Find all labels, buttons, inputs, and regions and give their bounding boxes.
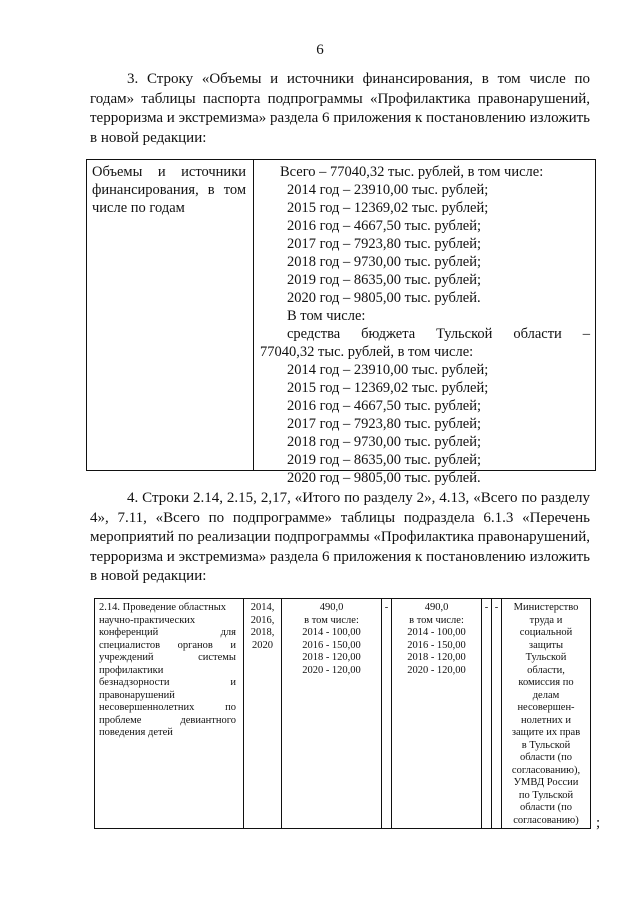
activity-line: безнадзорности и <box>99 677 236 688</box>
executor-line: делам <box>532 689 560 701</box>
activity-line: конференций для <box>99 627 236 638</box>
activity-line: правонарушений <box>99 689 175 701</box>
budget-year-line: 2017 год – 7923,80 тыс. рублей; <box>287 416 482 432</box>
budget-year-line: 2019 год – 8635,00 тыс. рублей; <box>287 452 482 468</box>
financing-year-line: 2017 год – 7923,80 тыс. рублей; <box>287 236 482 252</box>
funding-line: 490,0 <box>319 602 344 613</box>
table-column-divider <box>481 599 482 828</box>
executor-line: согласованию) <box>513 814 579 826</box>
activity-line: профилактики <box>99 664 164 676</box>
executor-line: нолетних и <box>521 714 571 726</box>
activity-line: поведения детей <box>99 727 173 738</box>
funding-line: 2020 - 120,00 <box>302 664 361 676</box>
executor-line: в Тульской <box>521 739 571 751</box>
local-funding-cell: - <box>484 602 489 613</box>
executor-line: комиссия по <box>518 677 574 688</box>
budget-source-total: 77040,32 тыс. рублей, в том числе: <box>260 344 474 360</box>
funding-line: 2018 - 120,00 <box>302 652 361 663</box>
table-column-divider <box>491 599 492 828</box>
funding-line: 2018 - 120,00 <box>407 652 466 663</box>
activity-line: несовершеннолетних по <box>99 702 236 713</box>
activity-line: проблеме девиантного <box>99 714 236 726</box>
table-column-divider <box>381 599 382 828</box>
executor-line: области, <box>527 664 565 676</box>
executor-line: защите их прав <box>511 727 581 738</box>
funding-line: 490,0 <box>424 602 449 613</box>
federal-funding-cell: - <box>384 602 389 613</box>
trailing-semicolon: ; <box>596 815 601 831</box>
financing-table <box>86 159 596 486</box>
paragraph-item-3: 3. Строку «Объемы и источники финансирования, в том числе по годам» таблицы паспорта подпрограммы «Профилактика правонарушений, терроризма и экстремизма» раздела 6 приложения к постановлению изложить в новой редакции: <box>90 71 590 146</box>
financing-year-line: 2015 год – 12369,02 тыс. рублей; <box>287 200 489 216</box>
executor-line: Министерство <box>513 602 579 613</box>
activities-table <box>94 598 591 829</box>
executor-line: несовершен- <box>517 702 575 713</box>
page-number: 6 <box>316 42 324 58</box>
budget-year-line: 2018 год – 9730,00 тыс. рублей; <box>287 434 482 450</box>
financing-in-that: В том числе: <box>287 308 366 324</box>
executor-line: социальной <box>519 627 573 638</box>
funding-line: 2016 - 150,00 <box>407 639 466 651</box>
budget-year-line: 2016 год – 4667,50 тыс. рублей; <box>287 398 482 414</box>
executor-line: Тульской <box>525 652 567 663</box>
years-line: 2018, <box>250 627 275 638</box>
budget-year-line: 2020 год – 9805,00 тыс. рублей. <box>287 470 481 486</box>
activity-line: 2.14. Проведение областных <box>99 602 227 613</box>
years-cell <box>244 602 281 652</box>
executor-line: согласованию), <box>511 764 581 776</box>
funding-line: 2020 - 120,00 <box>407 664 466 676</box>
funding-line: в том числе: <box>409 614 464 626</box>
financing-values-cell <box>260 163 590 487</box>
financing-label-cell: Объемы и источники финансирования, в том числе по годам <box>92 164 246 216</box>
years-line: 2014, <box>250 602 275 613</box>
executor-line: по Тульской <box>518 789 574 801</box>
financing-year-line: 2020 год – 9805,00 тыс. рублей. <box>287 290 481 306</box>
executor-line: области (по <box>519 752 573 763</box>
financing-year-line: 2019 год – 8635,00 тыс. рублей; <box>287 272 482 288</box>
executor-cell <box>502 602 590 827</box>
executor-line: защиты <box>528 639 564 651</box>
funding-line: в том числе: <box>304 614 359 626</box>
activity-name-cell <box>99 602 236 740</box>
regional-funding-cell <box>392 602 481 677</box>
financing-year-line: 2016 год – 4667,50 тыс. рублей; <box>287 218 482 234</box>
other-funding-cell: - <box>494 602 499 613</box>
budget-year-line: 2014 год – 23910,00 тыс. рублей; <box>287 362 489 378</box>
executor-line: УМВД России <box>513 777 579 788</box>
activity-line: учреждений системы <box>99 652 236 663</box>
activity-line: научно-практических <box>99 614 196 626</box>
financing-total: Всего – 77040,32 тыс. рублей, в том числе: <box>280 164 544 180</box>
total-funding-cell <box>282 602 381 677</box>
budget-year-line: 2015 год – 12369,02 тыс. рублей; <box>287 380 489 396</box>
funding-line: 2016 - 150,00 <box>302 639 361 651</box>
executor-line: области (по <box>519 802 573 813</box>
financing-year-line: 2018 год – 9730,00 тыс. рублей; <box>287 254 482 270</box>
executor-line: труда и <box>529 614 563 626</box>
budget-source-line: средства бюджета Тульской области – <box>287 326 590 342</box>
years-line: 2016, <box>250 614 275 626</box>
funding-line: 2014 - 100,00 <box>302 627 361 638</box>
years-line: 2020 <box>252 639 273 651</box>
funding-line: 2014 - 100,00 <box>407 627 466 638</box>
paragraph-item-4: 4. Строки 2.14, 2.15, 2,17, «Итого по разделу 2», 4.13, «Всего по разделу 4», 7.11, «Всего по подпрограмме» таблицы подраздела 6.1.3 «Перечень мероприятий по реализации подпрограммы «Профилактика правонарушений, терроризма и экстремизма» раздела 6 приложения к постановлению изложить в новой редакции: <box>90 490 590 584</box>
table-column-divider <box>253 160 254 470</box>
activity-line: специалистов органов и <box>99 639 236 651</box>
financing-year-line: 2014 год – 23910,00 тыс. рублей; <box>287 182 489 198</box>
